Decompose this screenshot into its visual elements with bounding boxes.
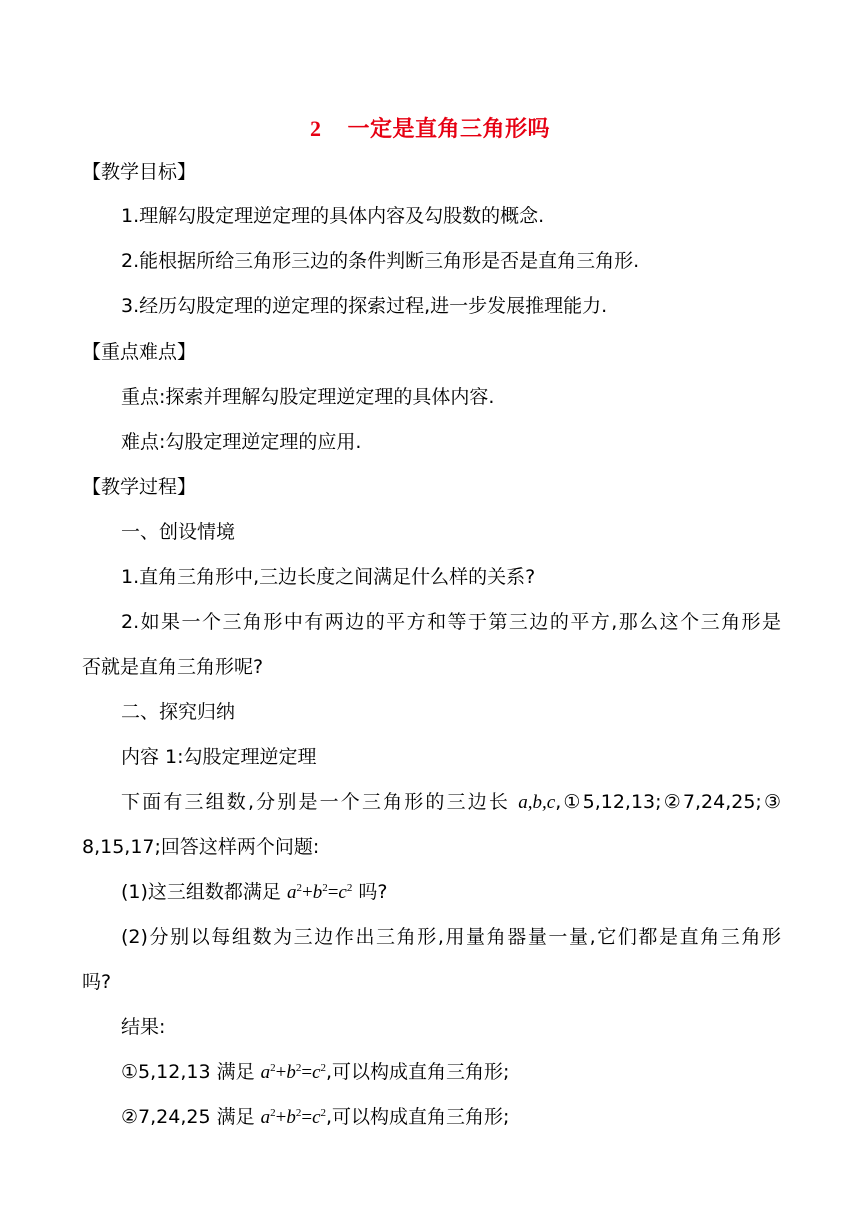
document-title — [0, 112, 860, 143]
content1-text-b: ,①5,12,13;②7,24,25;③ — [555, 791, 781, 813]
title-number: 2 — [309, 116, 322, 141]
part1-question-2-line2: 否就是直角三角形呢? — [82, 656, 264, 678]
pythagorean-formula: $a^2+b^2=c^2$ — [286, 882, 353, 903]
question-2-line2: 吗? — [82, 971, 112, 993]
goals-heading: 【教学目标】 — [82, 161, 197, 183]
content1-text-a: 下面有三组数,分别是一个三角形的三边长 — [121, 791, 519, 813]
content1-text-line1 — [121, 790, 781, 815]
part2-title: 二、探究归纳 — [121, 701, 236, 723]
result-label: 结果: — [121, 1016, 166, 1038]
part1-question-2-line1: 2.如果一个三角形中有两边的平方和等于第三边的平方,那么这个三角形是 — [121, 611, 781, 633]
key-heading: 【重点难点】 — [82, 341, 197, 363]
goal-3: 3.经历勾股定理的逆定理的探索过程,进一步发展推理能力. — [121, 295, 608, 317]
part1-title: 一、创设情境 — [121, 521, 236, 543]
pythagorean-formula: $a^2+b^2=c^2$ — [260, 1062, 327, 1083]
result-1: ①5,12,13 满足 $a^2+b^2=c^2$,可以构成直角三角形; — [121, 1061, 510, 1083]
title-text: 一定是直角三角形吗 — [347, 117, 550, 142]
content1-vars: a,b,c — [518, 792, 556, 813]
question-2-line1: (2)分别以每组数为三边作出三角形,用量角器量一量,它们都是直角三角形 — [121, 926, 781, 948]
question-1: (1)这三组数都满足 $a^2+b^2=c^2$ 吗? — [121, 881, 388, 903]
content1-text-line2: 8,15,17;回答这样两个问题: — [82, 836, 320, 858]
content1-title: 内容 1:勾股定理逆定理 — [121, 746, 317, 768]
result-2: ②7,24,25 满足 $a^2+b^2=c^2$,可以构成直角三角形; — [121, 1106, 510, 1128]
goal-1: 1.理解勾股定理逆定理的具体内容及勾股数的概念. — [121, 205, 545, 227]
difficult-point: 难点:勾股定理逆定理的应用. — [121, 431, 362, 453]
goal-2: 2.能根据所给三角形三边的条件判断三角形是否是直角三角形. — [121, 250, 640, 272]
part1-question-1: 1.直角三角形中,三边长度之间满足什么样的关系? — [121, 566, 536, 588]
key-point: 重点:探索并理解勾股定理逆定理的具体内容. — [121, 386, 495, 408]
process-heading: 【教学过程】 — [82, 476, 197, 498]
pythagorean-formula: $a^2+b^2=c^2$ — [260, 1107, 327, 1128]
